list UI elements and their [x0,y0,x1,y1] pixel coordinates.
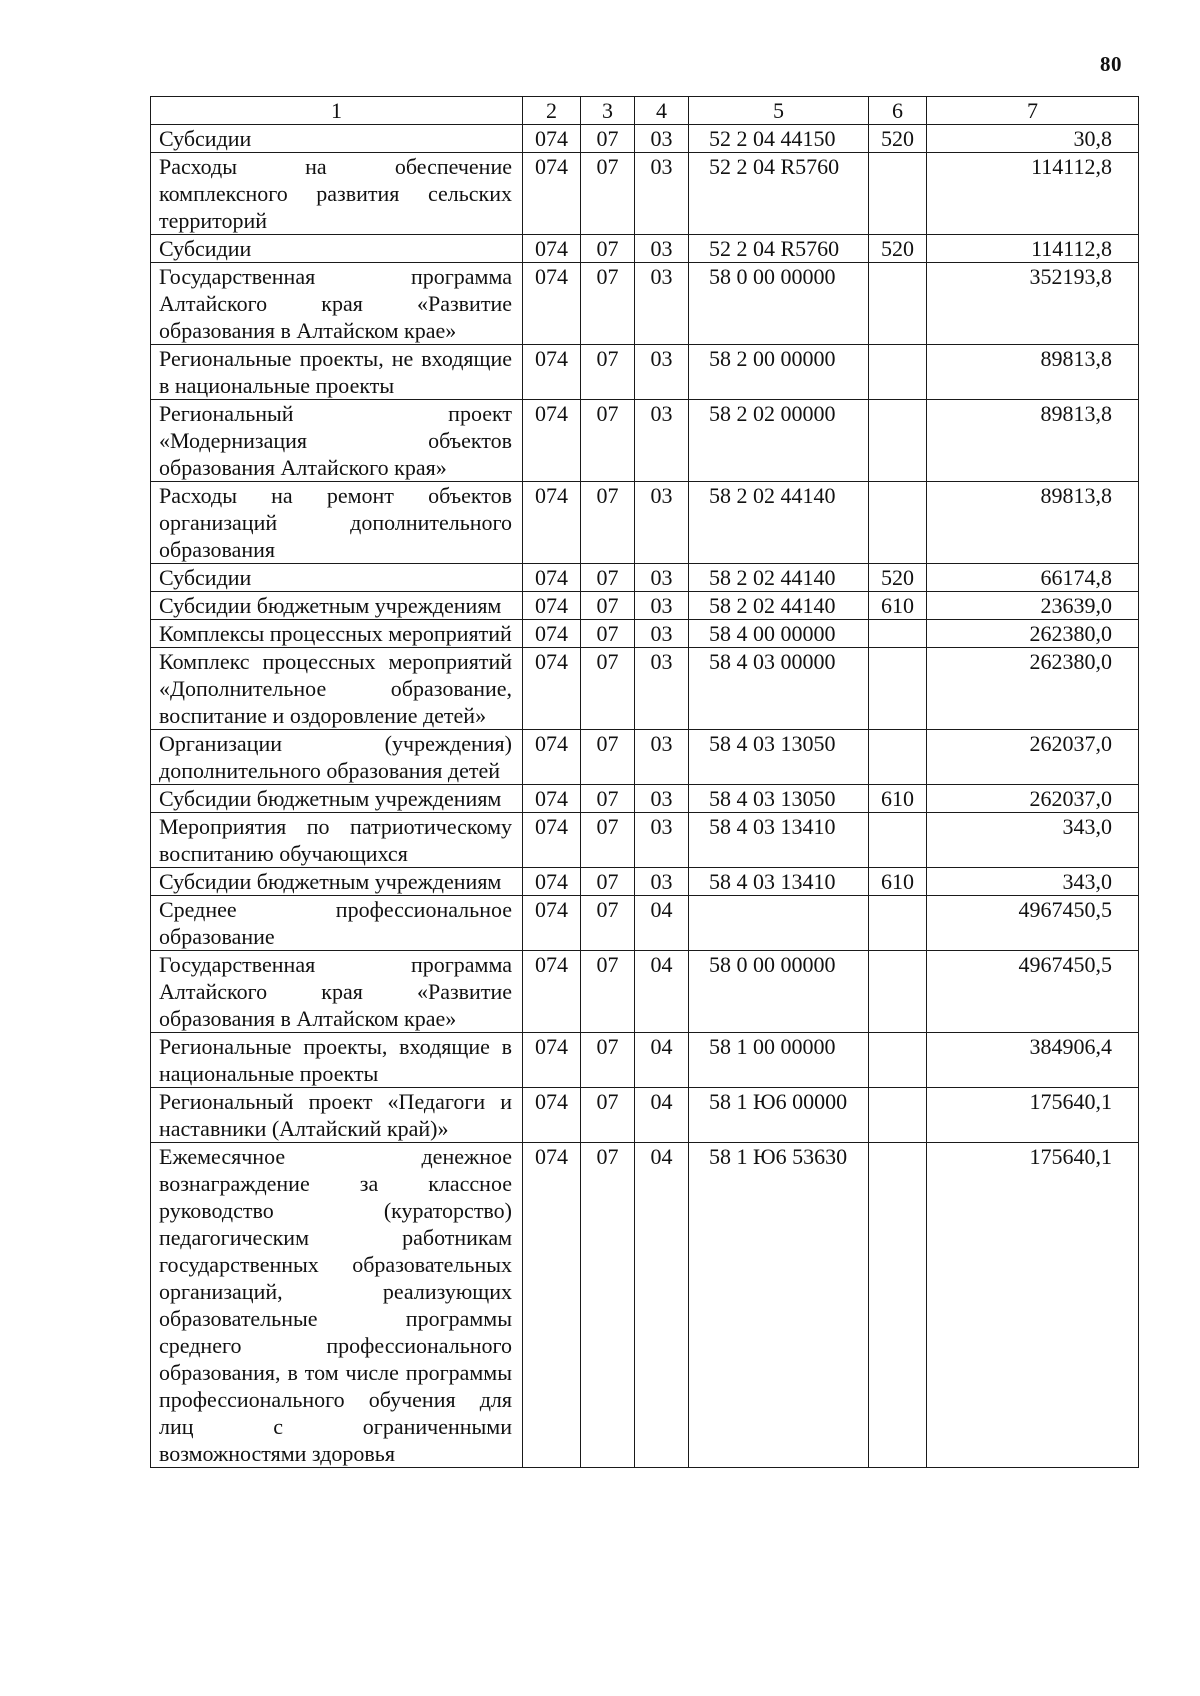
section-code: 07 [581,785,635,813]
item-name: Региональные проекты, входящие в национальные проекты [151,1033,523,1088]
subsection-code: 03 [635,125,689,153]
table-row [151,813,1139,868]
header-row [151,97,1139,125]
target-article-code: 58 4 03 13050 [689,730,869,785]
section-code: 07 [581,813,635,868]
grbs-code: 074 [523,813,581,868]
grbs-code: 074 [523,592,581,620]
table-row [151,592,1139,620]
expense-type-code: 520 [869,235,927,263]
grbs-code: 074 [523,620,581,648]
item-name: Мероприятия по патриотическому воспитанию обучающихся [151,813,523,868]
amount: 262380,0 [927,648,1139,730]
target-article-code: 58 2 02 44140 [689,482,869,564]
target-article-code: 58 4 03 13410 [689,813,869,868]
subsection-code: 04 [635,1143,689,1468]
expense-type-code: 610 [869,868,927,896]
grbs-code: 074 [523,482,581,564]
amount: 262037,0 [927,785,1139,813]
budget-table [150,96,1139,1468]
target-article-code: 58 4 03 13410 [689,868,869,896]
table-row [151,345,1139,400]
table-row [151,263,1139,345]
amount: 30,8 [927,125,1139,153]
table-row [151,482,1139,564]
subsection-code: 03 [635,592,689,620]
header-col-4: 4 [635,97,689,125]
expense-type-code [869,400,927,482]
item-name: Комплекс процессных мероприятий «Дополнительное образование, воспитание и оздоровление детей» [151,648,523,730]
table-row [151,1088,1139,1143]
table-row [151,785,1139,813]
expense-type-code [869,1143,927,1468]
amount: 262037,0 [927,730,1139,785]
target-article-code: 52 2 04 R5760 [689,235,869,263]
amount: 114112,8 [927,235,1139,263]
grbs-code: 074 [523,263,581,345]
table-row [151,1143,1139,1468]
item-name: Организации (учреждения) дополнительного образования детей [151,730,523,785]
target-article-code: 58 4 03 00000 [689,648,869,730]
item-name: Ежемесячное денежное вознаграждение за классное руководство (кураторство) педагогическим работникам государственных образовательных организаций, реализующих образовательные программы среднего профессионального образования, в том числе программы профессионального обучения для лиц с ограниченными возможностями здоровья [151,1143,523,1468]
amount: 66174,8 [927,564,1139,592]
section-code: 07 [581,620,635,648]
table-row [151,951,1139,1033]
target-article-code: 58 1 00 00000 [689,1033,869,1088]
table-row [151,235,1139,263]
expense-type-code: 610 [869,785,927,813]
item-name: Среднее профессиональное образование [151,896,523,951]
item-name: Расходы на ремонт объектов организаций дополнительного образования [151,482,523,564]
section-code: 07 [581,345,635,400]
amount: 23639,0 [927,592,1139,620]
item-name: Субсидии [151,125,523,153]
section-code: 07 [581,951,635,1033]
expense-type-code [869,153,927,235]
target-article-code: 58 1 Ю6 53630 [689,1143,869,1468]
table-row [151,896,1139,951]
subsection-code: 04 [635,1088,689,1143]
subsection-code: 03 [635,785,689,813]
expense-type-code [869,813,927,868]
item-name: Региональный проект «Модернизация объектов образования Алтайского края» [151,400,523,482]
target-article-code: 58 4 00 00000 [689,620,869,648]
expense-type-code: 520 [869,125,927,153]
section-code: 07 [581,263,635,345]
target-article-code: 58 0 00 00000 [689,951,869,1033]
header-col-2: 2 [523,97,581,125]
header-col-1: 1 [151,97,523,125]
target-article-code: 58 2 00 00000 [689,345,869,400]
target-article-code: 52 2 04 44150 [689,125,869,153]
table-row [151,564,1139,592]
grbs-code: 074 [523,1088,581,1143]
section-code: 07 [581,1088,635,1143]
section-code: 07 [581,1143,635,1468]
header-col-5: 5 [689,97,869,125]
grbs-code: 074 [523,951,581,1033]
expense-type-code: 520 [869,564,927,592]
item-name: Государственная программа Алтайского края «Развитие образования в Алтайском крае» [151,263,523,345]
subsection-code: 03 [635,482,689,564]
table-row [151,153,1139,235]
expense-type-code [869,482,927,564]
section-code: 07 [581,153,635,235]
subsection-code: 03 [635,730,689,785]
grbs-code: 074 [523,153,581,235]
subsection-code: 03 [635,868,689,896]
amount: 89813,8 [927,482,1139,564]
subsection-code: 03 [635,263,689,345]
grbs-code: 074 [523,400,581,482]
subsection-code: 03 [635,235,689,263]
grbs-code: 074 [523,125,581,153]
expense-type-code [869,345,927,400]
amount: 352193,8 [927,263,1139,345]
expense-type-code [869,648,927,730]
section-code: 07 [581,648,635,730]
subsection-code: 04 [635,951,689,1033]
grbs-code: 074 [523,785,581,813]
table-row [151,730,1139,785]
grbs-code: 074 [523,868,581,896]
amount: 343,0 [927,868,1139,896]
amount: 175640,1 [927,1143,1139,1468]
table-row [151,400,1139,482]
target-article-code: 58 2 02 44140 [689,564,869,592]
header-col-7: 7 [927,97,1139,125]
page-number: 80 [1100,52,1122,76]
grbs-code: 074 [523,1143,581,1468]
table-row [151,620,1139,648]
subsection-code: 03 [635,153,689,235]
item-name: Субсидии бюджетным учреждениям [151,592,523,620]
section-code: 07 [581,235,635,263]
grbs-code: 074 [523,648,581,730]
amount: 384906,4 [927,1033,1139,1088]
section-code: 07 [581,1033,635,1088]
amount: 114112,8 [927,153,1139,235]
table-row [151,648,1139,730]
subsection-code: 03 [635,345,689,400]
grbs-code: 074 [523,235,581,263]
item-name: Субсидии [151,564,523,592]
amount: 89813,8 [927,400,1139,482]
subsection-code: 03 [635,813,689,868]
target-article-code: 58 2 02 44140 [689,592,869,620]
expense-type-code [869,263,927,345]
table-row [151,125,1139,153]
table-header [151,97,1139,125]
amount: 4967450,5 [927,951,1139,1033]
amount: 175640,1 [927,1088,1139,1143]
target-article-code: 52 2 04 R5760 [689,153,869,235]
item-name: Расходы на обеспечение комплексного развития сельских территорий [151,153,523,235]
item-name: Региональные проекты, не входящие в национальные проекты [151,345,523,400]
section-code: 07 [581,730,635,785]
subsection-code: 03 [635,400,689,482]
expense-type-code [869,896,927,951]
item-name: Субсидии [151,235,523,263]
grbs-code: 074 [523,564,581,592]
section-code: 07 [581,400,635,482]
target-article-code: 58 1 Ю6 00000 [689,1088,869,1143]
grbs-code: 074 [523,345,581,400]
section-code: 07 [581,592,635,620]
table-row [151,1033,1139,1088]
amount: 4967450,5 [927,896,1139,951]
table-row [151,868,1139,896]
grbs-code: 074 [523,730,581,785]
expense-type-code [869,1088,927,1143]
item-name: Субсидии бюджетным учреждениям [151,868,523,896]
section-code: 07 [581,868,635,896]
header-col-6: 6 [869,97,927,125]
expense-type-code [869,951,927,1033]
subsection-code: 03 [635,648,689,730]
section-code: 07 [581,482,635,564]
amount: 262380,0 [927,620,1139,648]
grbs-code: 074 [523,1033,581,1088]
section-code: 07 [581,125,635,153]
expense-type-code [869,730,927,785]
item-name: Региональный проект «Педагоги и наставники (Алтайский край)» [151,1088,523,1143]
grbs-code: 074 [523,896,581,951]
item-name: Субсидии бюджетным учреждениям [151,785,523,813]
item-name: Комплексы процессных мероприятий [151,620,523,648]
amount: 343,0 [927,813,1139,868]
item-name: Государственная программа Алтайского края «Развитие образования в Алтайском крае» [151,951,523,1033]
section-code: 07 [581,896,635,951]
target-article-code [689,896,869,951]
subsection-code: 03 [635,620,689,648]
target-article-code: 58 0 00 00000 [689,263,869,345]
expense-type-code [869,1033,927,1088]
header-col-3: 3 [581,97,635,125]
subsection-code: 04 [635,896,689,951]
section-code: 07 [581,564,635,592]
subsection-code: 04 [635,1033,689,1088]
table-body [151,125,1139,1468]
amount: 89813,8 [927,345,1139,400]
expense-type-code: 610 [869,592,927,620]
target-article-code: 58 4 03 13050 [689,785,869,813]
target-article-code: 58 2 02 00000 [689,400,869,482]
expense-type-code [869,620,927,648]
subsection-code: 03 [635,564,689,592]
